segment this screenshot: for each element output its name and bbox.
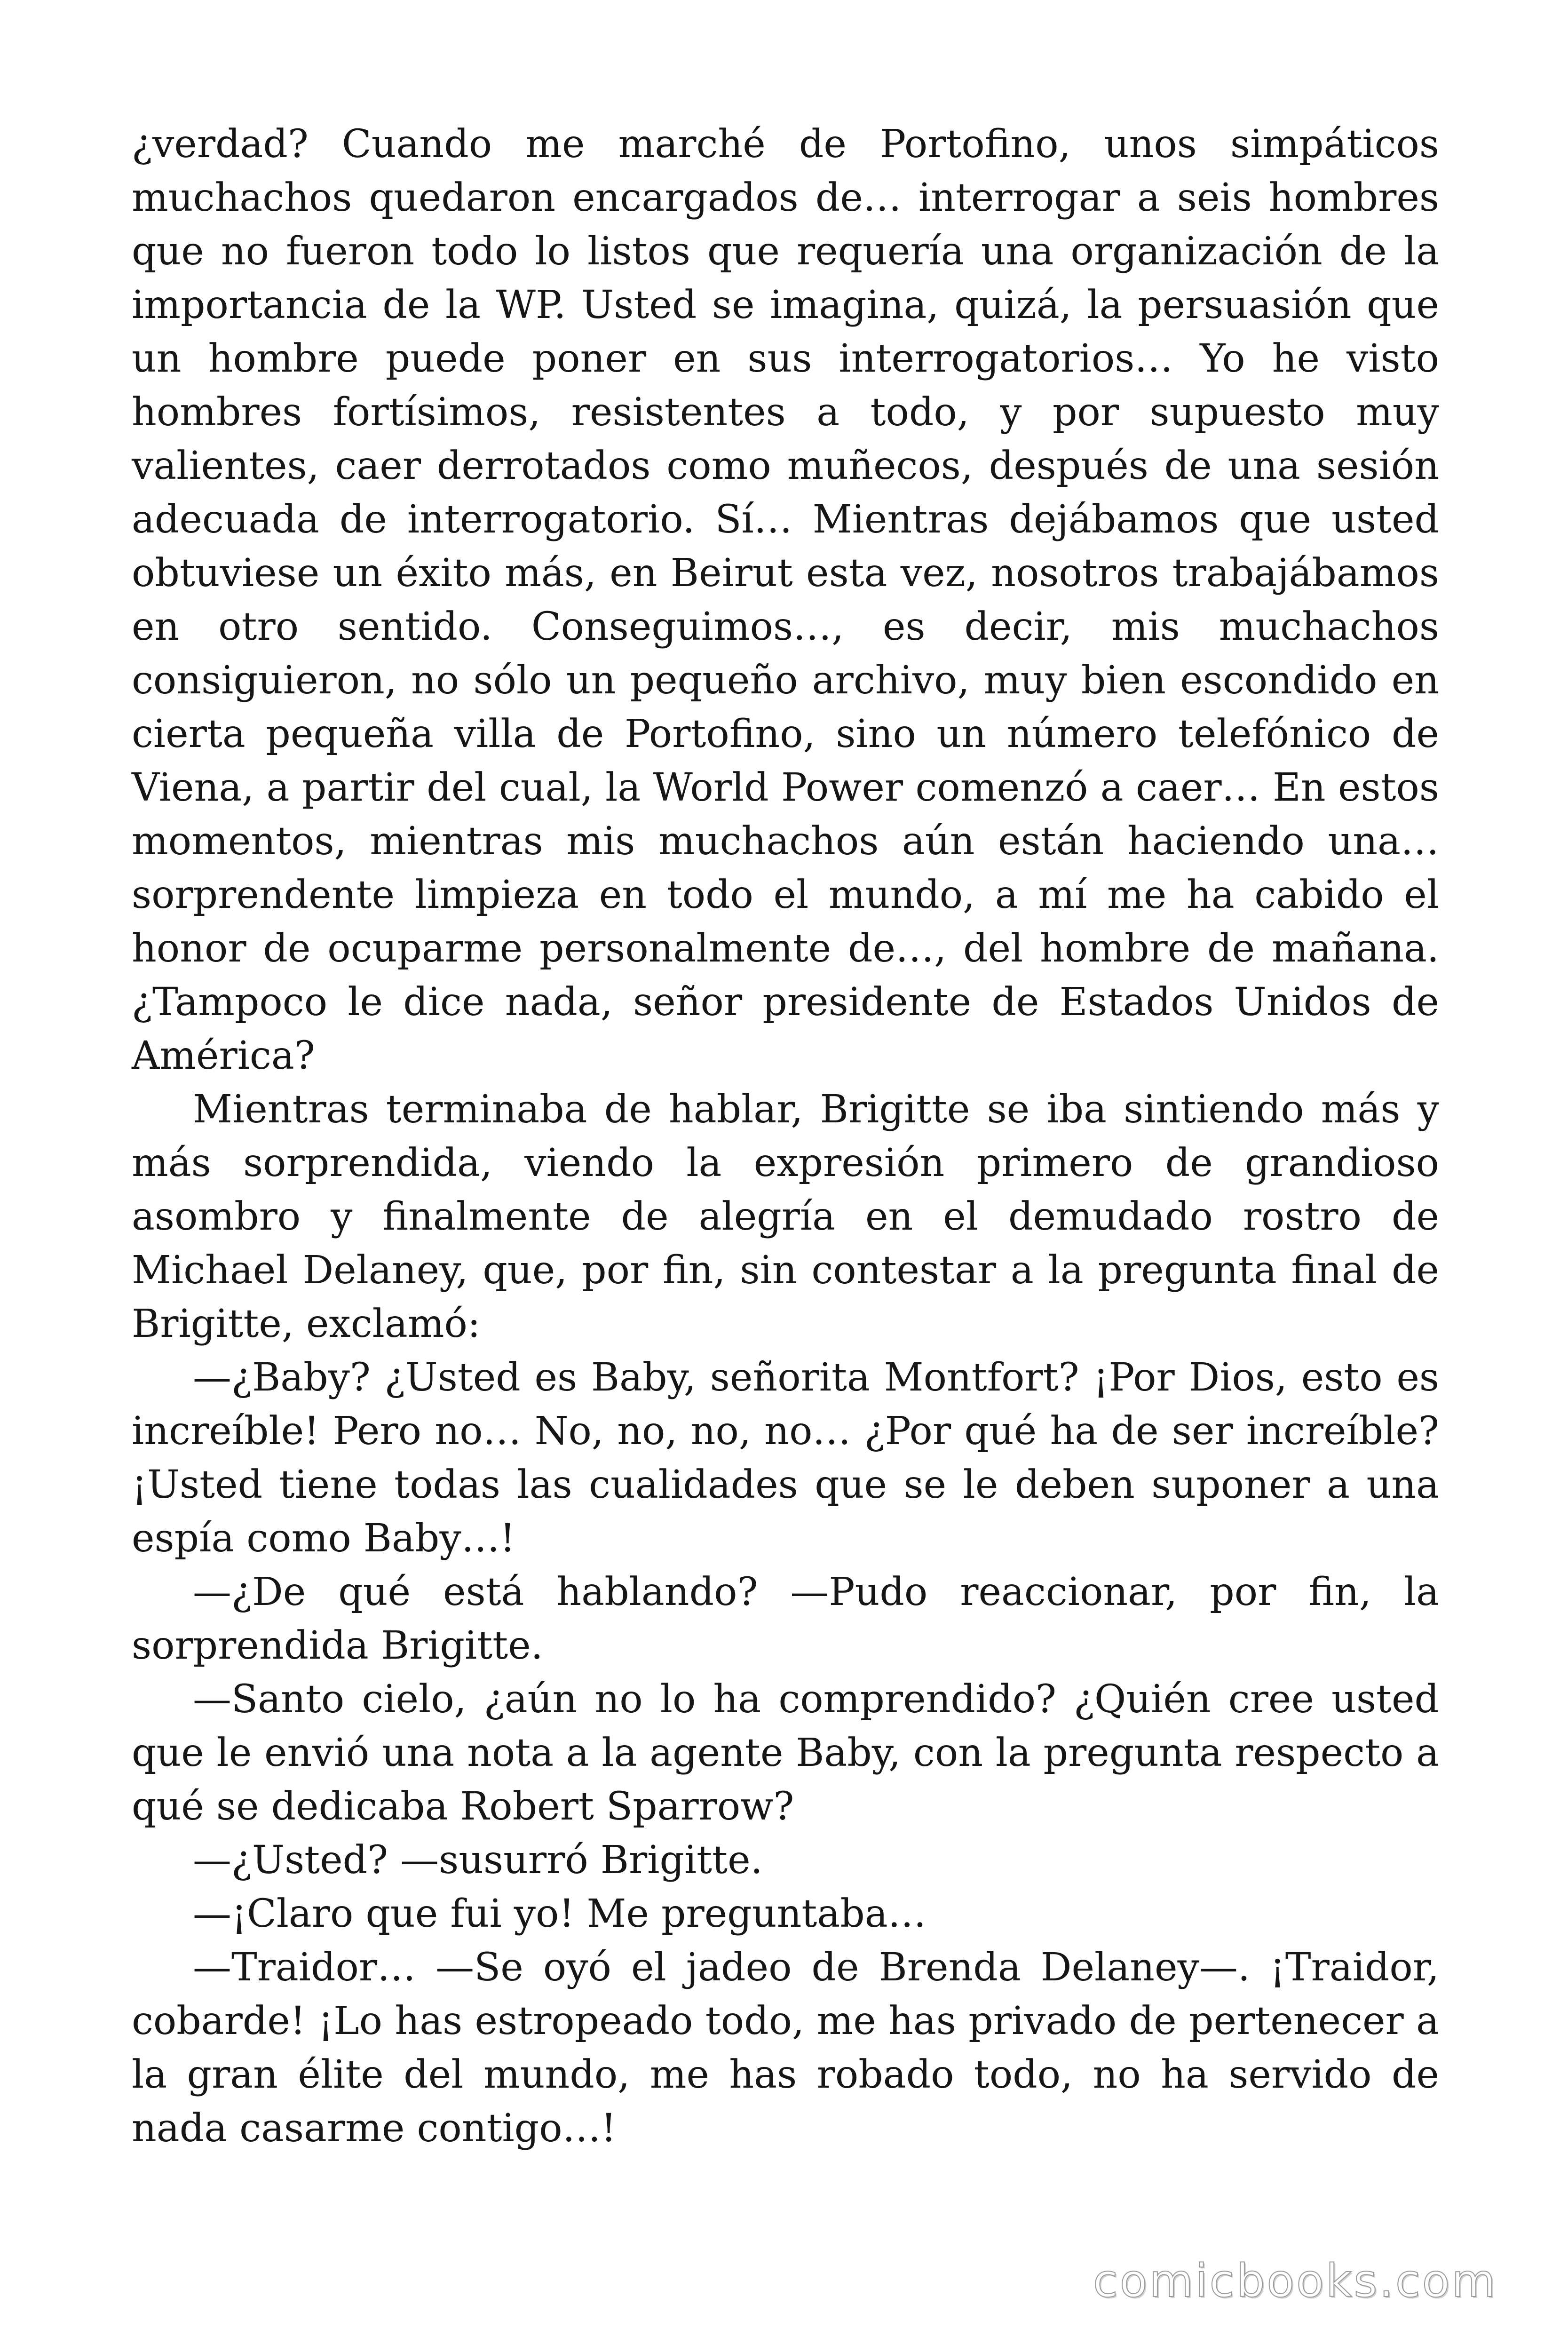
paragraph-dialogue: —¿Usted? —susurró Brigitte. xyxy=(193,1838,763,1883)
paragraph-dialogue: —¡Claro que fui yo! Me preguntaba… xyxy=(193,1891,927,1936)
page-body xyxy=(132,118,1439,2155)
paragraph-dialogue: —Traidor… —Se oyó el jadeo de Brenda Delaney—. ¡Traidor, cobarde! ¡Lo has estropeado todo, me has privado de pertenecer a la gran élite del mundo, me has robado todo, no ha servido de nada casarme contigo…! xyxy=(132,1945,1439,2151)
paragraph-dialogue: —¿Baby? ¿Usted es Baby, señorita Montfort? ¡Por Dios, esto es increíble! Pero no… No, no, no, no… ¿Por qué ha de ser increíble? ¡Usted tiene todas las cualidades que se le deben suponer a una espía como Baby…! xyxy=(132,1355,1439,1561)
paragraph-continuation: ¿verdad? Cuando me marché de Portofino, unos simpáticos muchachos quedaron encargados de… interrogar a seis hombres que no fueron todo lo listos que requería una organización de la importancia de la WP. Usted se imagina, quizá, la persuasión que un hombre puede poner en sus interrogatorios… Yo he visto hombres fortísimos, resistentes a todo, y por supuesto muy valientes, caer derrotados como muñecos, después de una sesión adecuada de interrogatorio. Sí… Mientras dejábamos que usted obtuviese un éxito más, en Beirut esta vez, nosotros trabajábamos en otro sentido. Conseguimos…, es decir, mis muchachos consiguieron, no sólo un pequeño archivo, muy bien escondido en cierta pequeña villa de Portofino, sino un número telefónico de Viena, a partir del cual, la World Power comenzó a caer… En estos momentos, mientras mis muchachos aún están haciendo una… sorprendente limpieza en todo el mundo, a mí me ha cabido el honor de ocuparme personalmente de…, del hombre de mañana. ¿Tampoco le dice nada, señor presidente de Estados Unidos de América? xyxy=(132,122,1439,1078)
paragraph-narration: Mientras terminaba de hablar, Brigitte se iba sintiendo más y más sorprendida, viendo la expresión primero de grandioso asombro y finalmente de alegría en el demudado rostro de Michael Delaney, que, por fin, sin contestar a la pregunta final de Brigitte, exclamó: xyxy=(132,1087,1439,1346)
watermark: comicbooks.com xyxy=(1093,2255,1497,2307)
paragraph-dialogue: —Santo cielo, ¿aún no lo ha comprendido? ¿Quién cree usted que le envió una nota a la agente Baby, con la pregunta respecto a qué se dedicaba Robert Sparrow? xyxy=(132,1677,1439,1829)
paragraph-dialogue: —¿De qué está hablando? —Pudo reaccionar, por fin, la sorprendida Brigitte. xyxy=(132,1570,1439,1668)
